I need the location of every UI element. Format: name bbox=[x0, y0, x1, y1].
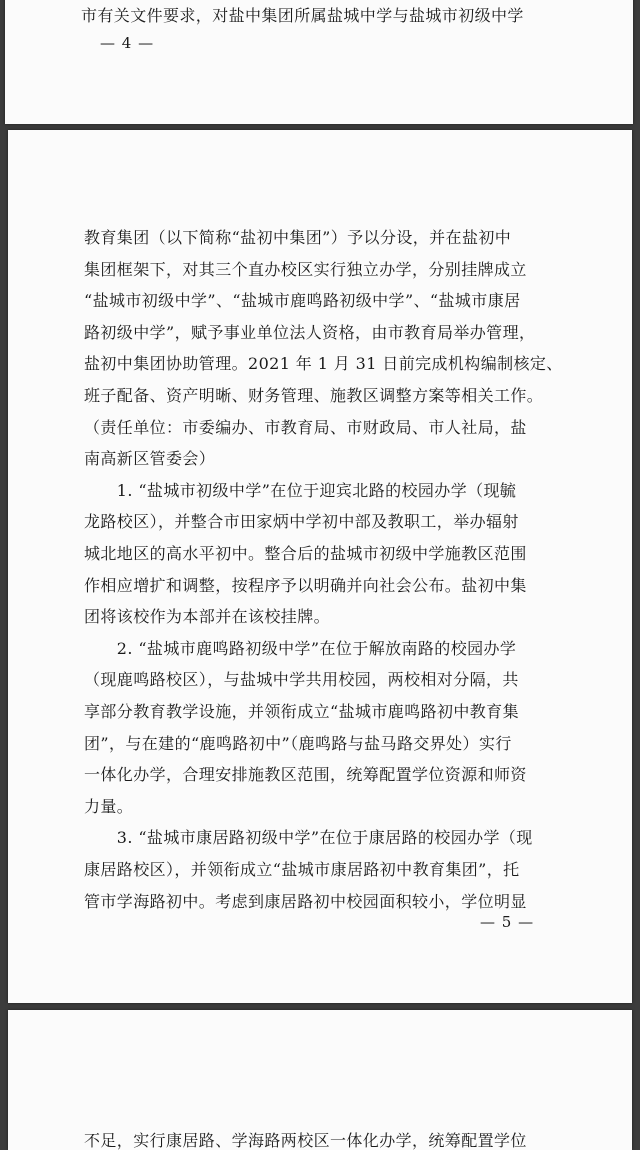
text-line: （现鹿鸣路校区），与盐城中学共用校园，两校相对分隔，共 bbox=[84, 670, 519, 690]
text-line: 管市学海路初中。考虑到康居路初中校园面积较小，学位明显 bbox=[84, 891, 527, 911]
text-line: 1. “盐城市初级中学”在位于迎宾北路的校园办学（现毓 bbox=[84, 480, 517, 500]
text-line: 盐初中集团协助管理。2021 年 1 月 31 日前完成机构编制核定、 bbox=[84, 354, 563, 374]
text-line: 班子配备、资产明晰、财务管理、施教区调整方案等相关工作。 bbox=[84, 386, 544, 405]
document-page-5 bbox=[8, 130, 632, 1003]
page-number: — 4 — bbox=[100, 34, 155, 52]
text-line: 龙路校区），并整合市田家炳中学初中部及教职工，举办辐射 bbox=[84, 512, 519, 532]
text-line: 团”，与在建的“鹿鸣路初中”（鹿鸣路与盐马路交界处）实行 bbox=[84, 733, 512, 753]
text-line: 南高新区管委会） bbox=[84, 449, 216, 469]
text-line: 市有关文件要求，对盐中集团所属盐城中学与盐城市初级中学 bbox=[81, 6, 524, 25]
text-line: “盐城市初级中学”、“盐城市鹿鸣路初级中学”、“盐城市康居 bbox=[84, 291, 521, 311]
text-line: 2. “盐城市鹿鸣路初级中学”在位于解放南路的校园办学 bbox=[84, 638, 517, 658]
text-line: 城北地区的高水平初中。整合后的盐城市初级中学施教区范围 bbox=[84, 544, 527, 563]
text-line: 路初级中学”，赋予事业单位法人资格，由市教育局举办管理， bbox=[84, 322, 536, 342]
document-page-6 bbox=[8, 1010, 632, 1150]
text-line: 一体化办学，合理安排施教区范围，统筹配置学位资源和师资 bbox=[84, 765, 527, 785]
text-line: 教育集团（以下简称“盐初中集团”）予以分设，并在盐初中 bbox=[84, 228, 512, 247]
text-line: 康居路校区），并领衔成立“盐城市康居路初中教育集团”，托 bbox=[84, 860, 520, 879]
text-line: 集团框架下，对其三个直办校区实行独立办学，分别挂牌成立 bbox=[84, 259, 527, 279]
text-line: 作相应增扩和调整，按程序予以明确并向社会公布。盐初中集 bbox=[84, 575, 527, 595]
text-line: （责任单位：市委编办、市教育局、市财政局、市人社局，盐 bbox=[84, 417, 527, 437]
text-line: 团将该校作为本部并在该校挂牌。 bbox=[84, 607, 331, 627]
text-line: 不足，实行康居路、学海路两校区一体化办学，统筹配置学位 bbox=[84, 1131, 527, 1150]
text-line: 3. “盐城市康居路初级中学”在位于康居路的校园办学（现 bbox=[84, 828, 533, 848]
text-line: 力量。 bbox=[84, 796, 134, 816]
document-page-4 bbox=[5, 0, 633, 124]
text-line: 享部分教育教学设施，并领衔成立“盐城市鹿鸣路初中教育集 bbox=[84, 702, 519, 721]
page-number: — 5 — bbox=[480, 913, 535, 931]
